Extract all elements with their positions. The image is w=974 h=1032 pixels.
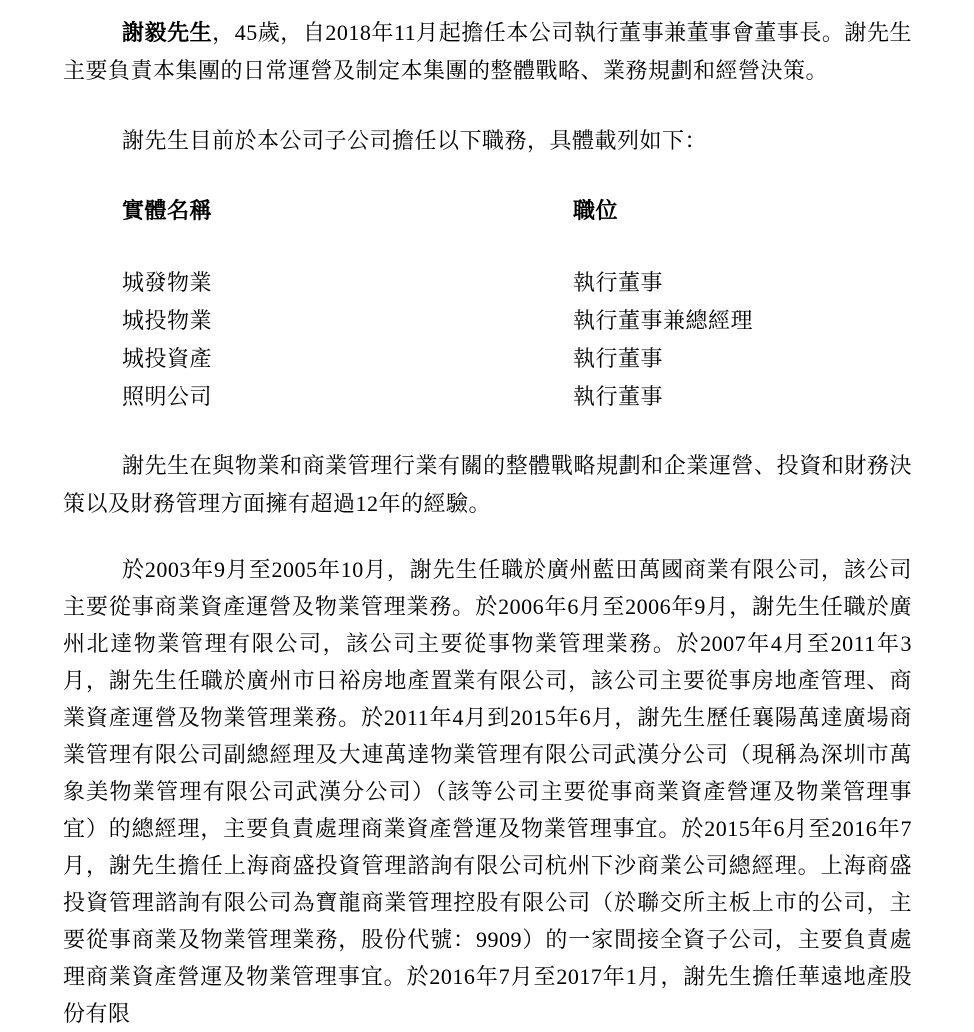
table-row	[122, 340, 912, 378]
entity-cell: 城投資產	[122, 346, 213, 371]
intro-paragraph	[63, 14, 912, 90]
entity-position-table	[122, 192, 912, 416]
position-cell: 執行董事兼總經理	[573, 308, 754, 333]
table-header-spacer	[122, 230, 912, 264]
intro-text: ，45歲，自2018年11月起擔任本公司執行董事兼董事會董事長。謝先生主要負責本集團的日常運營及制定本集團的整體戰略、業務規劃和經營決策。	[63, 20, 912, 83]
duties-intro-paragraph: 謝先生目前於本公司子公司擔任以下職務，具體載列如下：	[122, 128, 708, 153]
table-row	[122, 264, 912, 302]
entity-cell: 城發物業	[122, 270, 213, 295]
position-cell: 執行董事	[573, 270, 664, 295]
position-cell: 執行董事	[573, 346, 664, 371]
table-row	[122, 302, 912, 340]
table-row	[122, 378, 912, 416]
entity-cell: 照明公司	[122, 384, 213, 409]
director-name: 謝毅先生	[122, 20, 213, 45]
experience-paragraph: 謝先生在與物業和商業管理行業有關的整體戰略規劃和企業運營、投資和財務決策以及財務管理方面擁有超過12年的經驗。	[63, 453, 912, 516]
career-history-paragraph: 於2003年9月至2005年10月，謝先生任職於廣州藍田萬國商業有限公司，該公司主要從事商業資產運營及物業管理業務。於2006年6月至2006年9月，謝先生任職於廣州北達物業管理有限公司，該公司主要從事物業管理業務。於2007年4月至2011年3月，謝先生任職於廣州市日裕房地產置業有限公司，該公司主要從事房地產管理、商業資產運營及物業管理業務。於2011年4月到2015年6月，謝先生歷任襄陽萬達廣場商業管理有限公司副總經理及大連萬達物業管理有限公司武漢分公司（現稱為深圳市萬象美物業管理有限公司武漢分公司）（該等公司主要從事商業資產營運及物業管理事宜）的總經理，主要負責處理商業資產營運及物業管理事宜。於2015年6月至2016年7月，謝先生擔任上海商盛投資管理諮詢有限公司杭州下沙商業公司總經理。上海商盛投資管理諮詢有限公司為寶龍商業管理控股有限公司（於聯交所主板上市的公司，主要從事商業及物業管理業務，股份代號：9909）的一家間接全資子公司，主要負責處理商業資產營運及物業管理事宜。於2016年7月至2017年1月，謝先生擔任華遠地產股份有限	[63, 557, 912, 1026]
table-header-row	[122, 192, 912, 230]
position-cell: 執行董事	[573, 384, 664, 409]
entity-column-header: 實體名稱	[122, 198, 213, 223]
position-column-header: 職位	[573, 198, 619, 223]
entity-cell: 城投物業	[122, 308, 213, 333]
